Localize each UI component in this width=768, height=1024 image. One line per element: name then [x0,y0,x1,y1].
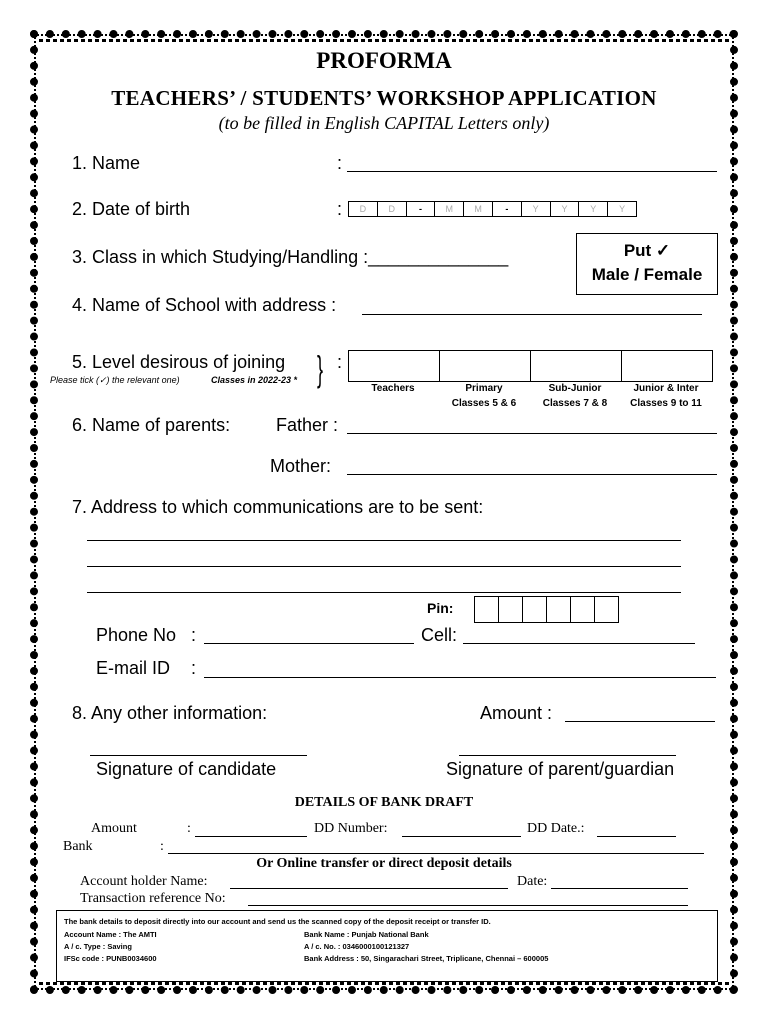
level-label: 5. Level desirous of joining [72,352,286,372]
transaction-ref-field[interactable] [248,905,688,906]
phone-field[interactable] [204,643,414,644]
brace-icon: } [317,348,324,389]
level-label-primary: Primary Classes 5 & 6 [451,383,517,409]
transfer-date-label: Date: [517,874,548,889]
address-line-1[interactable] [87,540,681,541]
dd-date-label: DD Date.: [527,821,585,836]
level-option-sub-junior[interactable] [530,351,621,381]
draft-amount-field[interactable] [195,836,307,837]
level-tick-note: Please tick (✓) the relevant one) [50,375,180,385]
level-option-teachers[interactable] [349,351,439,381]
level-label-teachers: Teachers [371,383,415,394]
transaction-ref-label: Transaction reference No: [80,891,226,906]
dob-separator: - [492,202,521,216]
gender-box[interactable] [576,233,718,295]
account-holder-label: Account holder Name: [80,874,208,889]
level-selector[interactable] [348,350,713,382]
dob-field[interactable] [348,201,637,217]
father-label: Father : [276,415,339,435]
dob-colon: : [337,199,343,219]
father-field[interactable] [347,433,717,434]
amount-field[interactable] [565,721,715,722]
dob-cell[interactable]: M [463,202,492,216]
level-year-note: Classes in 2022-23 * [211,375,298,385]
mother-label: Mother: [270,456,332,476]
dd-number-field[interactable] [402,836,521,837]
form-instruction: (to be filled in English CAPITAL Letters only) [218,113,550,133]
bank-address: Bank Address : 50, Singarachari Street, Triplicane, Chennai – 600005 [304,954,549,963]
draft-amount-colon: : [187,821,191,836]
bank-label: Bank [63,839,93,854]
class-label[interactable]: 3. Class in which Studying/Handling :______________ [72,247,509,267]
school-label: 4. Name of School with address : [72,295,337,315]
phone-colon: : [191,625,197,645]
candidate-signature-label: Signature of candidate [96,759,277,779]
mother-field[interactable] [347,474,717,475]
bank-colon: : [160,839,164,854]
dob-cell[interactable]: Y [578,202,607,216]
level-label-junior-inter: Junior & Inter Classes 9 to 11 [630,383,702,409]
gender-options: Male / Female [591,265,703,284]
level-colon: : [337,352,343,372]
gender-box-instruction: Put ✓ [623,241,671,260]
account-holder-field[interactable] [230,888,508,889]
bank-info-box [56,910,718,982]
dob-label: 2. Date of birth [72,199,191,219]
parents-label: 6. Name of parents: [72,415,231,435]
dob-cell[interactable]: D [377,202,406,216]
bank-field[interactable] [168,853,704,854]
email-field[interactable] [204,677,716,678]
pin-field[interactable] [474,596,619,623]
school-field[interactable] [362,314,702,315]
name-label: 1. Name [72,153,141,173]
dd-number-label: DD Number: [314,821,388,836]
bank-name: Bank Name : Punjab National Bank [304,930,429,939]
dob-separator: - [406,202,435,216]
bank-info-note: The bank details to deposit directly into our account and send us the scanned copy of the deposit receipt or transfer ID. [64,917,491,926]
level-option-junior-inter[interactable] [621,351,712,381]
name-field[interactable] [347,171,717,172]
email-colon: : [191,658,197,678]
draft-amount-label: Amount [91,821,137,836]
level-option-primary[interactable] [439,351,530,381]
form-subtitle: TEACHERS’ / STUDENTS’ WORKSHOP APPLICATION [111,86,657,110]
address-line-3[interactable] [87,592,681,593]
cell-field[interactable] [463,643,695,644]
account-number: A / c. No. : 0346000100121327 [304,942,410,951]
address-line-2[interactable] [87,566,681,567]
parent-signature-label: Signature of parent/guardian [446,759,675,779]
amount-label: Amount : [480,703,553,723]
online-transfer-heading: Or Online transfer or direct deposit details [256,856,512,871]
pin-label: Pin: [427,600,454,616]
ifsc-code: IFSc code : PUNB0034600 [64,954,157,963]
cell-label: Cell: [421,625,458,645]
dob-cell[interactable]: Y [521,202,550,216]
email-label: E-mail ID [96,658,171,678]
account-type: A / c. Type : Saving [64,942,132,951]
dob-cell[interactable]: D [359,204,367,214]
page-title: PROFORMA [316,48,452,73]
name-colon: : [337,153,343,173]
candidate-signature-line[interactable] [90,755,307,756]
bank-draft-heading: DETAILS OF BANK DRAFT [294,795,474,810]
parent-signature-line[interactable] [459,755,676,756]
dob-cell[interactable]: Y [550,202,579,216]
dob-cell[interactable]: M [434,202,463,216]
phone-label: Phone No [96,625,177,645]
transfer-date-field[interactable] [551,888,688,889]
address-label: 7. Address to which communications are to be sent: [72,497,484,517]
other-info-label: 8. Any other information: [72,703,268,723]
dd-date-field[interactable] [597,836,676,837]
level-label-sub-junior: Sub-Junior Classes 7 & 8 [542,383,608,409]
dob-cell[interactable]: Y [607,202,636,216]
account-name: Account Name : The AMTI [64,930,157,939]
